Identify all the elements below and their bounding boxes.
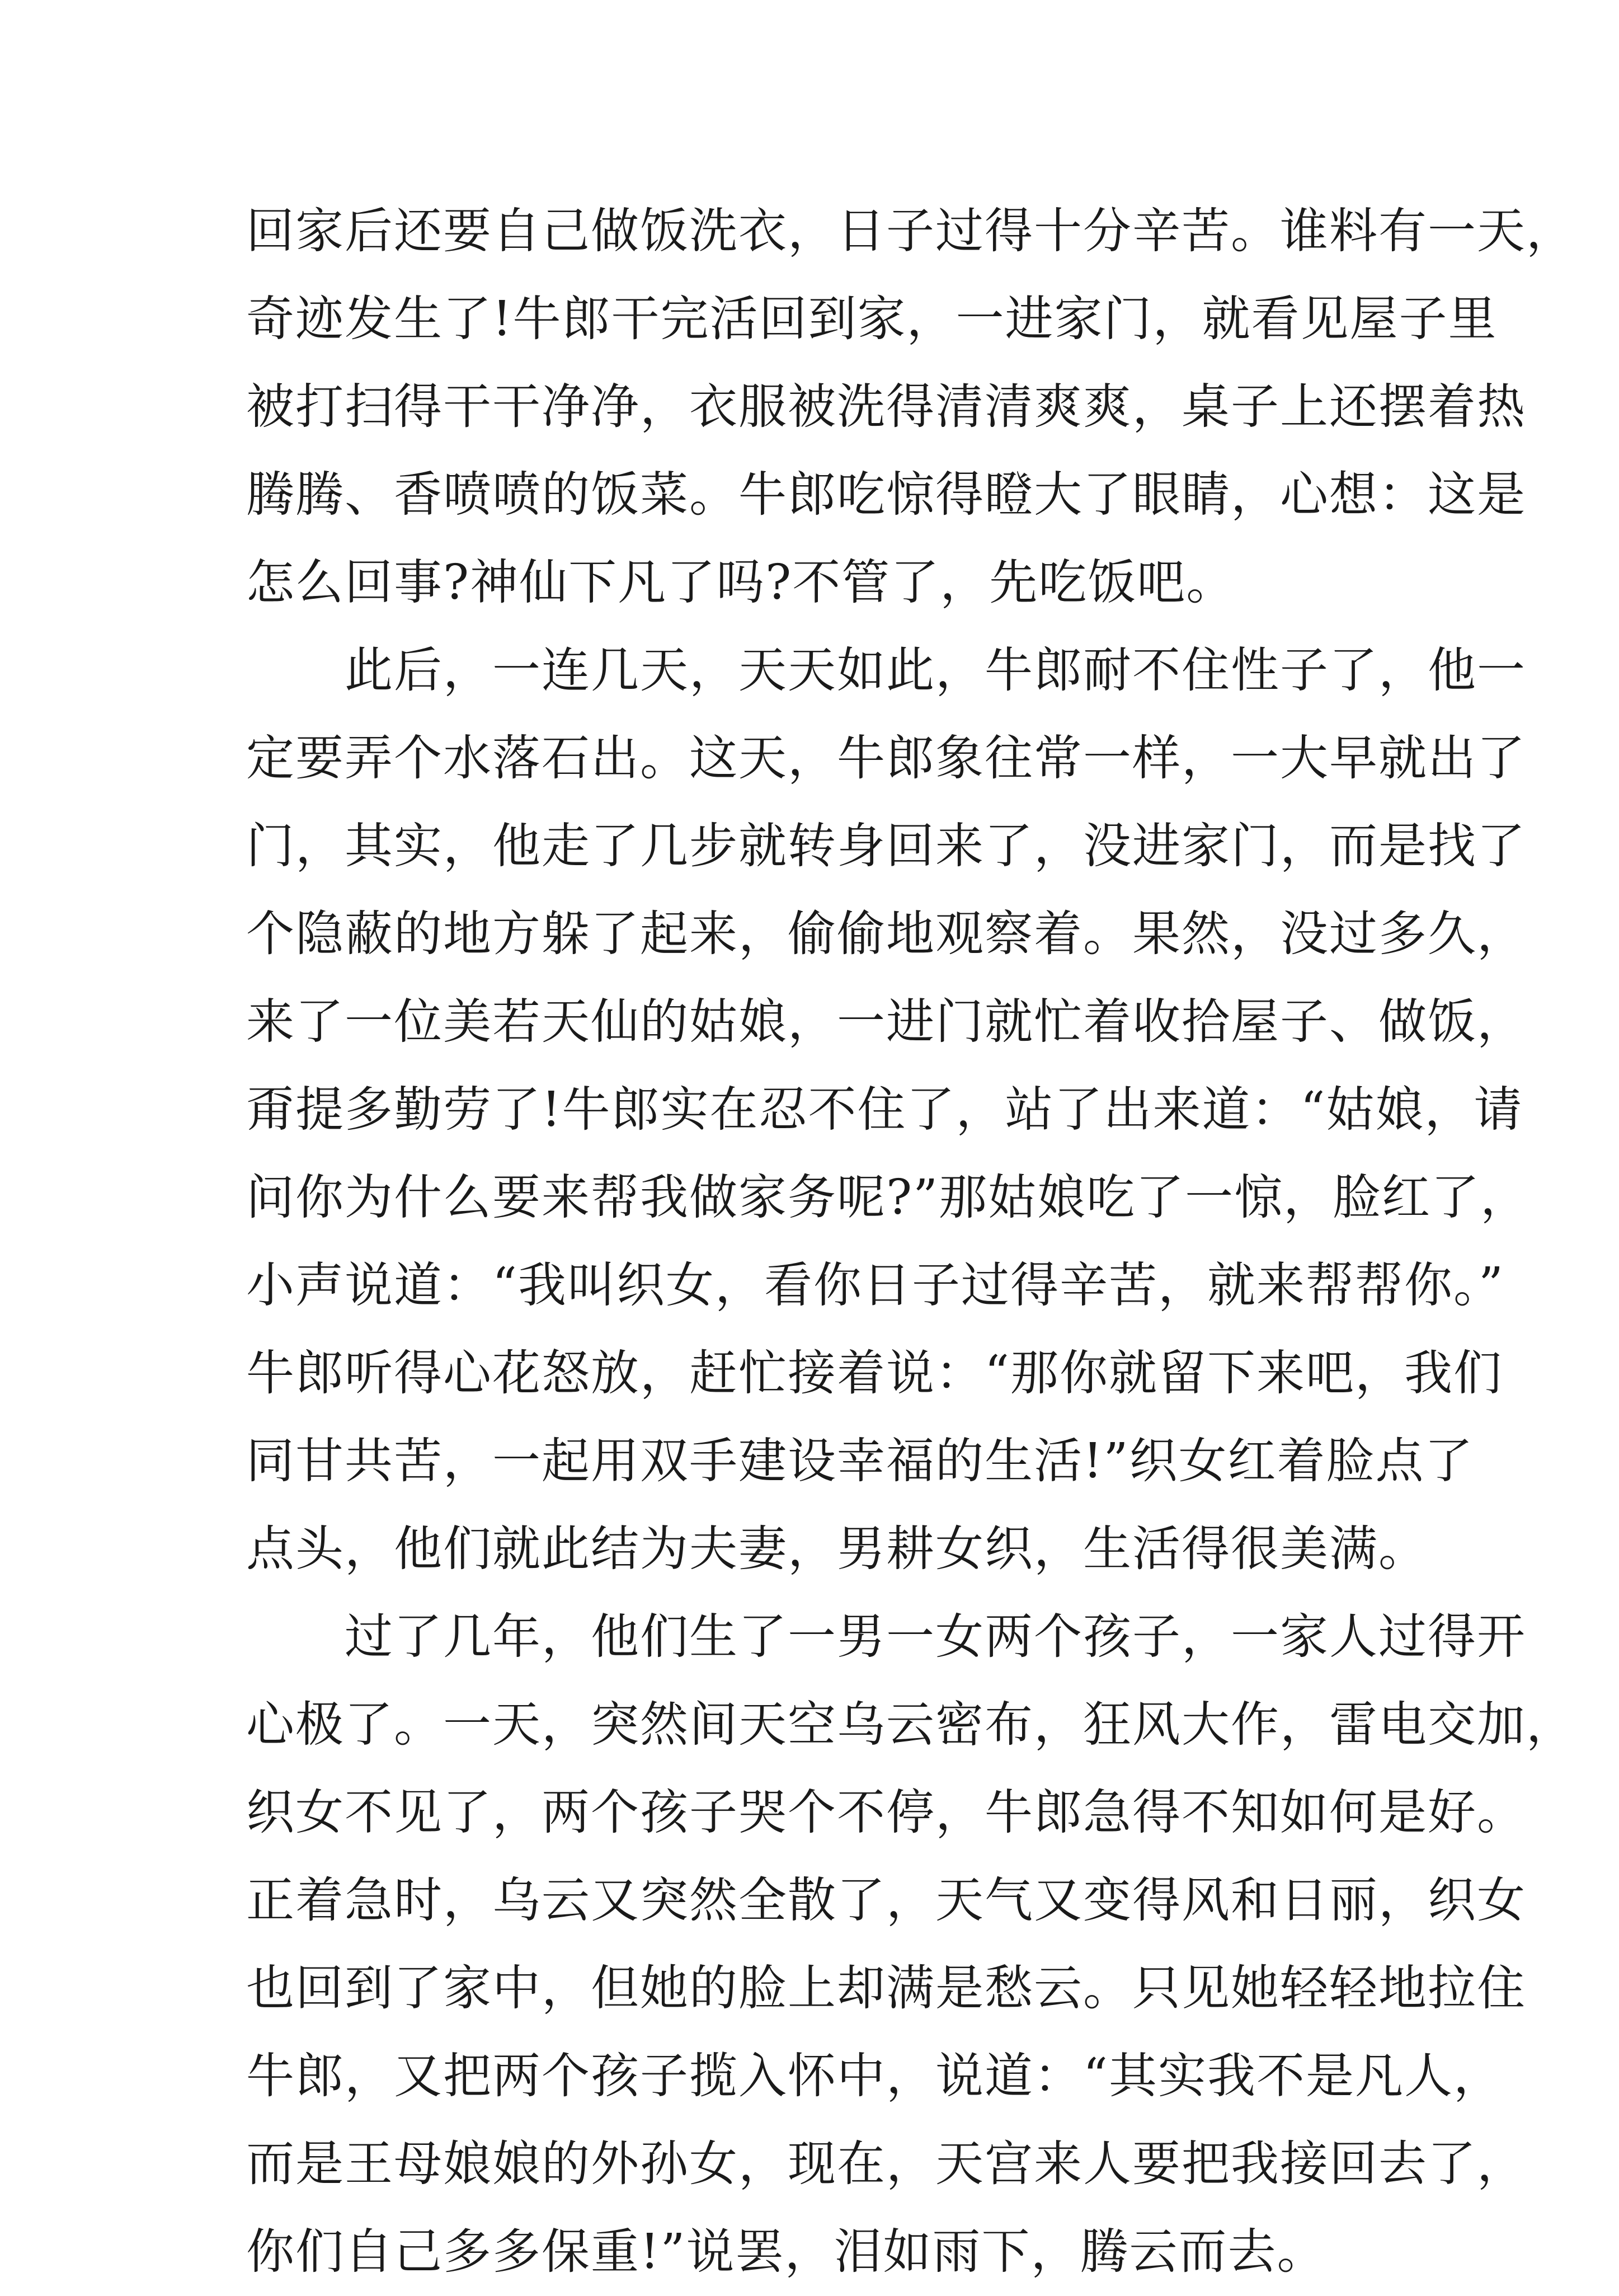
text-line: 个隐蔽的地方躲了起来，偷偷地观察着。果然，没过多久， [246, 906, 1526, 962]
text-line: 被打扫得干干净净，衣服被洗得清清爽爽，桌子上还摆着热 [246, 379, 1526, 435]
paragraph-2 [246, 627, 1530, 1593]
text-line: 也回到了家中，但她的脸上却满是愁云。只见她轻轻地拉住 [246, 1960, 1526, 2016]
text-line: 正着急时，乌云又突然全散了，天气又变得风和日丽，织女 [246, 1872, 1526, 1928]
text-line: 过了几年，他们生了一男一女两个孩子，一家人过得开 [246, 1609, 1526, 1665]
text-line: 腾腾、香喷喷的饭菜。牛郎吃惊得瞪大了眼睛，心想：这是 [246, 467, 1526, 523]
story-text [246, 187, 1575, 2296]
text-line: 同甘共苦，一起用双手建设幸福的生活!”织女红着脸点了 [246, 1433, 1474, 1489]
text-line: 你们自己多多保重!”说罢，泪如雨下，腾云而去。 [246, 2224, 1326, 2280]
text-line: 怎么回事?神仙下凡了吗?不管了，先吃饭吧。 [246, 555, 1236, 611]
text-line: 甭提多勤劳了!牛郎实在忍不住了，站了出来道：“姑娘，请 [246, 1082, 1523, 1138]
text-line: 此后，一连几天，天天如此，牛郎耐不住性子了，他一 [246, 642, 1526, 698]
text-line: 来了一位美若天仙的姑娘，一进门就忙着收拾屋子、做饭， [246, 994, 1526, 1050]
text-line: 奇迹发生了!牛郎干完活回到家，一进家门，就看见屋子里 [246, 291, 1498, 347]
text-line: 织女不见了，两个孩子哭个不停，牛郎急得不知如何是好。 [246, 1785, 1526, 1840]
text-line: 点头，他们就此结为夫妻，男耕女织，生活得很美满。 [246, 1521, 1428, 1577]
text-line: 问你为什么要来帮我做家务呢?”那姑娘吃了一惊，脸红了， [246, 1170, 1530, 1226]
text-line: 心极了。一天，突然间天空乌云密布，狂风大作，雷电交加， [246, 1697, 1575, 1753]
text-line: 回家后还要自己做饭洗衣，日子过得十分辛苦。谁料有一天， [246, 203, 1575, 259]
text-line: 牛郎听得心花怒放，赶忙接着说：“那你就留下来吧，我们 [246, 1345, 1503, 1401]
text-line: 门，其实，他走了几步就转身回来了，没进家门，而是找了 [246, 818, 1526, 874]
text-line: 定要弄个水落石出。这天，牛郎象往常一样，一大早就出了 [246, 730, 1526, 786]
text-line: 而是王母娘娘的外孙女，现在，天宫来人要把我接回去了， [246, 2136, 1526, 2192]
text-line: 牛郎，又把两个孩子揽入怀中，说道：“其实我不是凡人， [246, 2048, 1503, 2104]
paragraph-1 [246, 187, 1575, 627]
paragraph-3 [246, 1593, 1575, 2296]
text-line: 小声说道：“我叫织女，看你日子过得辛苦，就来帮帮你。” [246, 1257, 1504, 1313]
